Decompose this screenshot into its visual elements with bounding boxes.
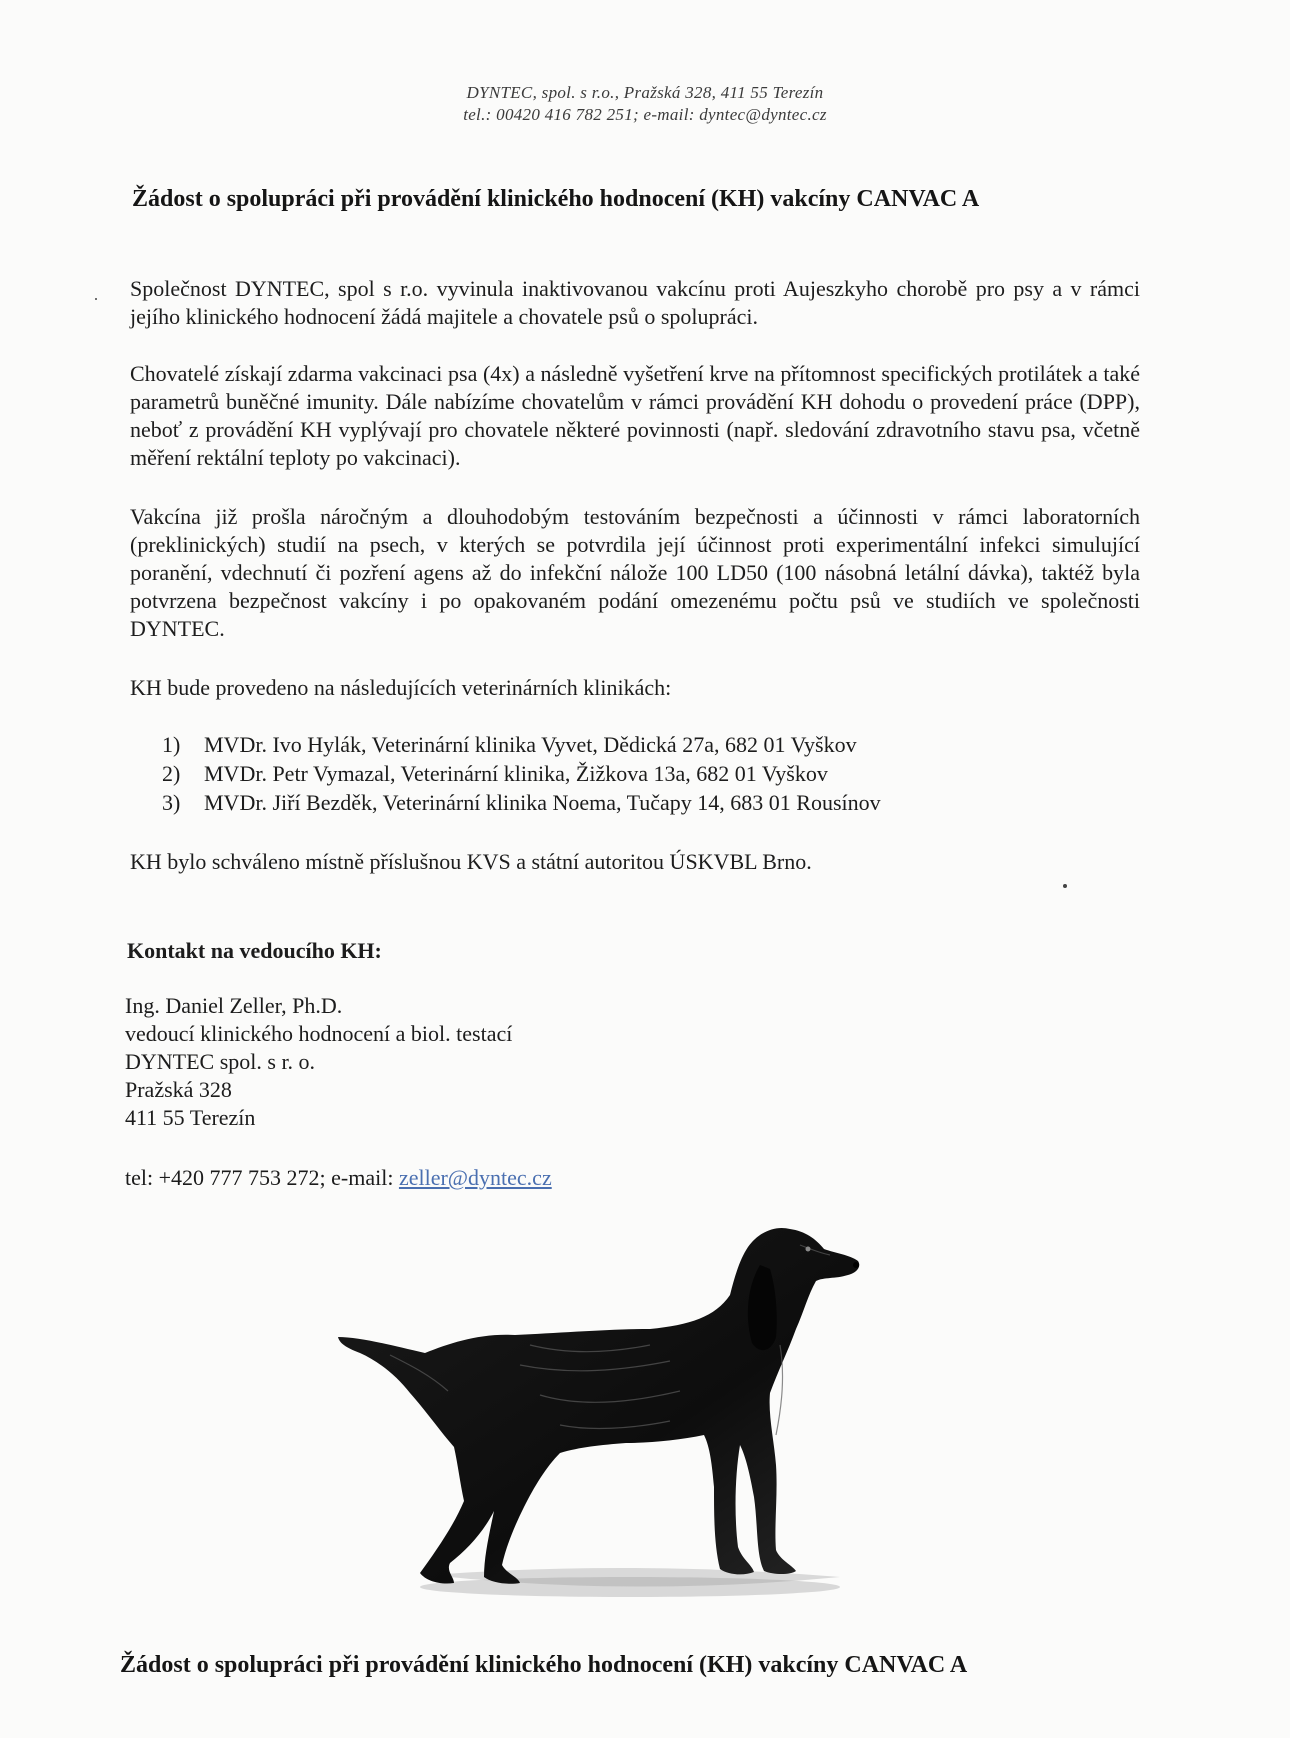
- footer-title: Žádost o spolupráci při provádění klinického hodnocení (KH) vakcíny CANVAC A: [120, 1652, 968, 1678]
- intro-paragraph: Společnost DYNTEC, spol s r.o. vyvinula inaktivovanou vakcínu proti Aujeszkyho chorobě pro psy a v rámci jejího klinického hodnocení žádá majitele a chovatele psů o spolupráci.: [130, 276, 1140, 329]
- contact-name: Ing. Daniel Zeller, Ph.D.: [125, 993, 343, 1018]
- list-item: [162, 759, 881, 788]
- scan-speck: [95, 298, 97, 300]
- approval-paragraph: KH bylo schváleno místně příslušnou KVS a státní autoritou ÚSKVBL Brno.: [130, 849, 812, 874]
- contact-phone-email: [125, 1165, 552, 1191]
- clinic-text: MVDr. Ivo Hylák, Veterinární klinika Vyvet, Dědická 27a, 682 01 Vyškov: [204, 732, 857, 757]
- letterhead: [0, 82, 1290, 126]
- list-number: 3): [162, 790, 181, 815]
- clinics-intro: KH bude provedeno na následujících veterinárních klinikách:: [130, 675, 672, 700]
- scan-speck: [1063, 884, 1067, 888]
- contact-heading: Kontakt na vedoucího KH:: [127, 938, 382, 963]
- contact-company: DYNTEC spol. s r. o.: [125, 1049, 316, 1074]
- contact-city: 411 55 Terezín: [125, 1105, 256, 1130]
- clinic-text: MVDr. Jiří Bezděk, Veterinární klinika Noema, Tučapy 14, 683 01 Rousínov: [204, 790, 881, 815]
- list-number: 2): [162, 761, 181, 786]
- list-number: 1): [162, 732, 181, 757]
- letterhead-contact: tel.: 00420 416 782 251; e-mail: dyntec@dyntec.cz: [463, 105, 827, 124]
- contact-role: vedoucí klinického hodnocení a biol. testací: [125, 1021, 513, 1046]
- list-item: [162, 788, 881, 817]
- list-item: [162, 730, 881, 759]
- breeders-paragraph: Chovatelé získají zdarma vakcinaci psa (4x) a následně vyšetření krve na přítomnost specifických protilátek a také parametrů buněčné imunity. Dále nabízíme chovatelům v rámci provádění KH dohodu o provedení práce (DPP), neboť z provádění KH vyplývají pro chovatele některé povinnosti (např. sledování zdravotního stavu psa, včetně měření rektální teploty po vakcinaci).: [130, 361, 1140, 470]
- clinic-text: MVDr. Petr Vymazal, Veterinární klinika, Žižkova 13a, 682 01 Vyškov: [204, 761, 828, 786]
- setter-dog-illustration: [330, 1225, 900, 1605]
- letterhead-address: DYNTEC, spol. s r.o., Pražská 328, 411 55 Terezín: [466, 83, 824, 102]
- clinics-list: [162, 730, 881, 817]
- contact-street: Pražská 328: [125, 1077, 232, 1102]
- email-link[interactable]: zeller@dyntec.cz: [398, 1165, 552, 1190]
- phone-label: tel: +420 777 753 272; e-mail:: [125, 1165, 399, 1190]
- testing-paragraph: Vakcína již prošla náročným a dlouhodobým testováním bezpečnosti a účinnosti v rámci laboratorních (preklinických) studií na psech, v kterých se potvrdila její účinnost proti experimentální infekci simulující poranění, vdechnutí či pozření agens až do infekční nálože 100 LD50 (100 násobná letální dávka), taktéž byla potvrzena bezpečnost vakcíny i po opakovaném podání omezenému počtu psů ve studiích ve společnosti DYNTEC.: [130, 504, 1140, 641]
- document-title: Žádost o spolupráci při provádění klinického hodnocení (KH) vakcíny CANVAC A: [132, 186, 980, 212]
- contact-address: [125, 992, 512, 1132]
